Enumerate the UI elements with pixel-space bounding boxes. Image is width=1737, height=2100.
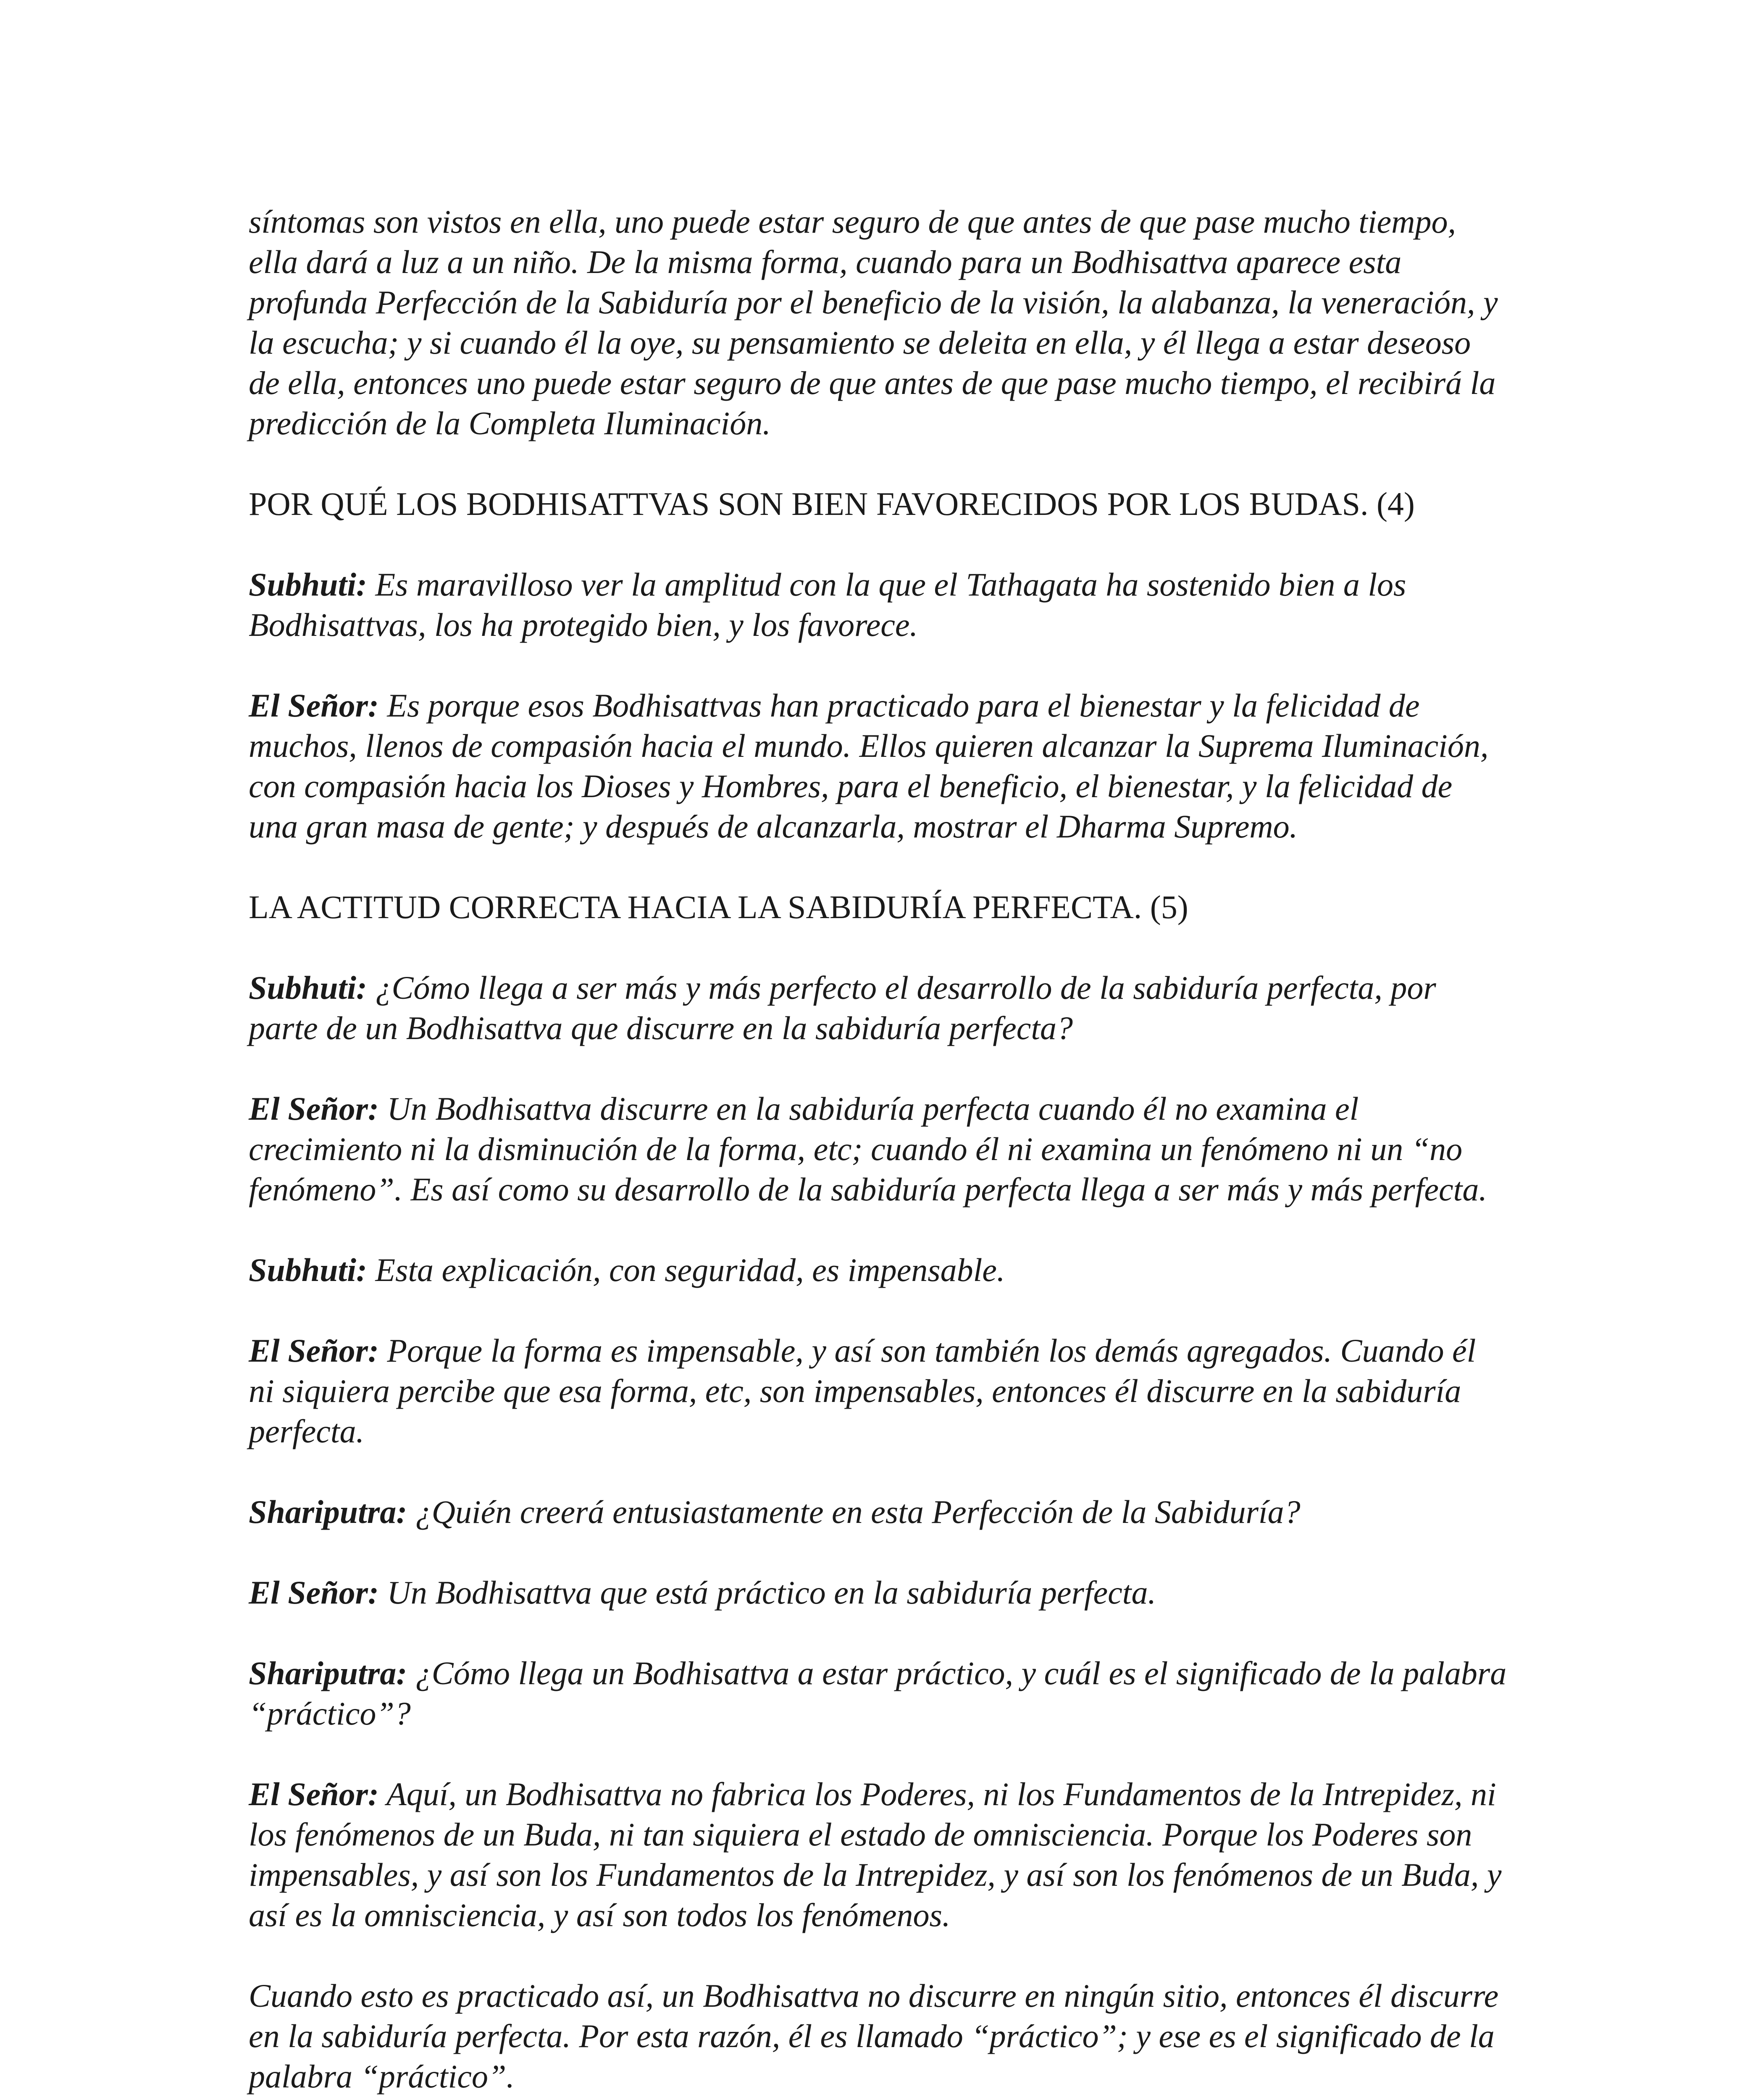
speaker-label: El Señor: (249, 687, 379, 724)
dialogue-paragraph (249, 1774, 1509, 1935)
section-heading-4 (249, 484, 1509, 524)
heading-text: POR QUÉ LOS BODHISATTVAS SON BIEN FAVORECIDOS POR LOS BUDAS. (4) (249, 486, 1415, 522)
dialogue-paragraph (249, 1653, 1509, 1734)
dialogue-text: ¿Cómo llega a ser más y más perfecto el desarrollo de la sabiduría perfecta, por parte de un Bodhisattva que discurre en la sabiduría perfecta? (249, 969, 1436, 1046)
paragraph-intro (249, 202, 1509, 444)
dialogue-paragraph (249, 1250, 1509, 1290)
speaker-label: Shariputra: (249, 1494, 407, 1530)
dialogue-paragraph (249, 685, 1509, 847)
dialogue-text: Esta explicación, con seguridad, es impensable. (375, 1252, 1005, 1288)
section-heading-5 (249, 887, 1509, 927)
dialogue-text: Porque la forma es impensable, y así son también los demás agregados. Cuando él ni siquiera percibe que esa forma, etc, son impensables, entonces él discurre en la sabiduría perfecta. (249, 1332, 1476, 1449)
dialogue-paragraph (249, 1089, 1509, 1210)
dialogue-paragraph (249, 1331, 1509, 1452)
speaker-label: Subhuti: (249, 969, 367, 1006)
speaker-label: El Señor: (249, 1574, 379, 1611)
dialogue-paragraph (249, 968, 1509, 1048)
dialogue-text: Es maravilloso ver la amplitud con la que el Tathagata ha sostenido bien a los Bodhisattvas, los ha protegido bien, y los favorece. (249, 566, 1406, 643)
dialogue-text: Es porque esos Bodhisattvas han practicado para el bienestar y la felicidad de muchos, llenos de compasión hacia el mundo. Ellos quieren alcanzar la Suprema Iluminación, con compasión hacia los Dioses y Hombres, para el beneficio, el bienestar, y la felicidad de una gran masa de gente; y después de alcanzarla, mostrar el Dharma Supremo. (249, 687, 1489, 845)
dialogue-paragraph (249, 1572, 1509, 1613)
speaker-label: El Señor: (249, 1332, 379, 1369)
dialogue-text: ¿Cómo llega un Bodhisattva a estar práctico, y cuál es el significado de la palabra “práctico”? (249, 1655, 1507, 1732)
dialogue-paragraph (249, 1492, 1509, 1532)
heading-text: LA ACTITUD CORRECTA HACIA LA SABIDURÍA PERFECTA. (5) (249, 889, 1188, 925)
paragraph-text: Cuando esto es practicado así, un Bodhisattva no discurre en ningún sitio, entonces él discurre en la sabiduría perfecta. Por esta razón, él es llamado “práctico”; y ese es el significado de la palabra “práctico”. (249, 1977, 1499, 2095)
speaker-label: El Señor: (249, 1090, 379, 1127)
dialogue-text: Un Bodhisattva discurre en la sabiduría perfecta cuando él no examina el crecimiento ni la disminución de la forma, etc; cuando él ni examina un fenómeno ni un “no fenómeno”. Es así como su desarrollo de la sabiduría perfecta llega a ser más y más perfecta. (249, 1090, 1487, 1208)
speaker-label: Subhuti: (249, 1252, 367, 1288)
dialogue-text: Aquí, un Bodhisattva no fabrica los Poderes, ni los Fundamentos de la Intrepidez, ni los fenómenos de un Buda, ni tan siquiera el estado de omnisciencia. Porque los Poderes son impensables, y así son los Fundamentos de la Intrepidez, y así son los fenómenos de un Buda, y así es la omnisciencia, y así son todos los fenómenos. (249, 1776, 1502, 1933)
speaker-label: Subhuti: (249, 566, 367, 603)
speaker-label: Shariputra: (249, 1655, 407, 1691)
paragraph-closing (249, 1976, 1509, 2097)
dialogue-text: Un Bodhisattva que está práctico en la sabiduría perfecta. (387, 1574, 1156, 1611)
dialogue-text: ¿Quién creerá entusiastamente en esta Perfección de la Sabiduría? (415, 1494, 1301, 1530)
paragraph-text: síntomas son vistos en ella, uno puede estar seguro de que antes de que pase mucho tiempo, ella dará a luz a un niño. De la misma forma, cuando para un Bodhisattva aparece esta profunda Perfección de la Sabiduría por el beneficio de la visión, la alabanza, la veneración, y la escucha; y si cuando él la oye, su pensamiento se deleita en ella, y él llega a estar deseoso de ella, entonces uno puede estar seguro de que antes de que pase mucho tiempo, el recibirá la predicción de la Completa Iluminación. (249, 203, 1498, 441)
document-page (249, 202, 1509, 2100)
dialogue-paragraph (249, 564, 1509, 645)
speaker-label: El Señor: (249, 1776, 379, 1812)
